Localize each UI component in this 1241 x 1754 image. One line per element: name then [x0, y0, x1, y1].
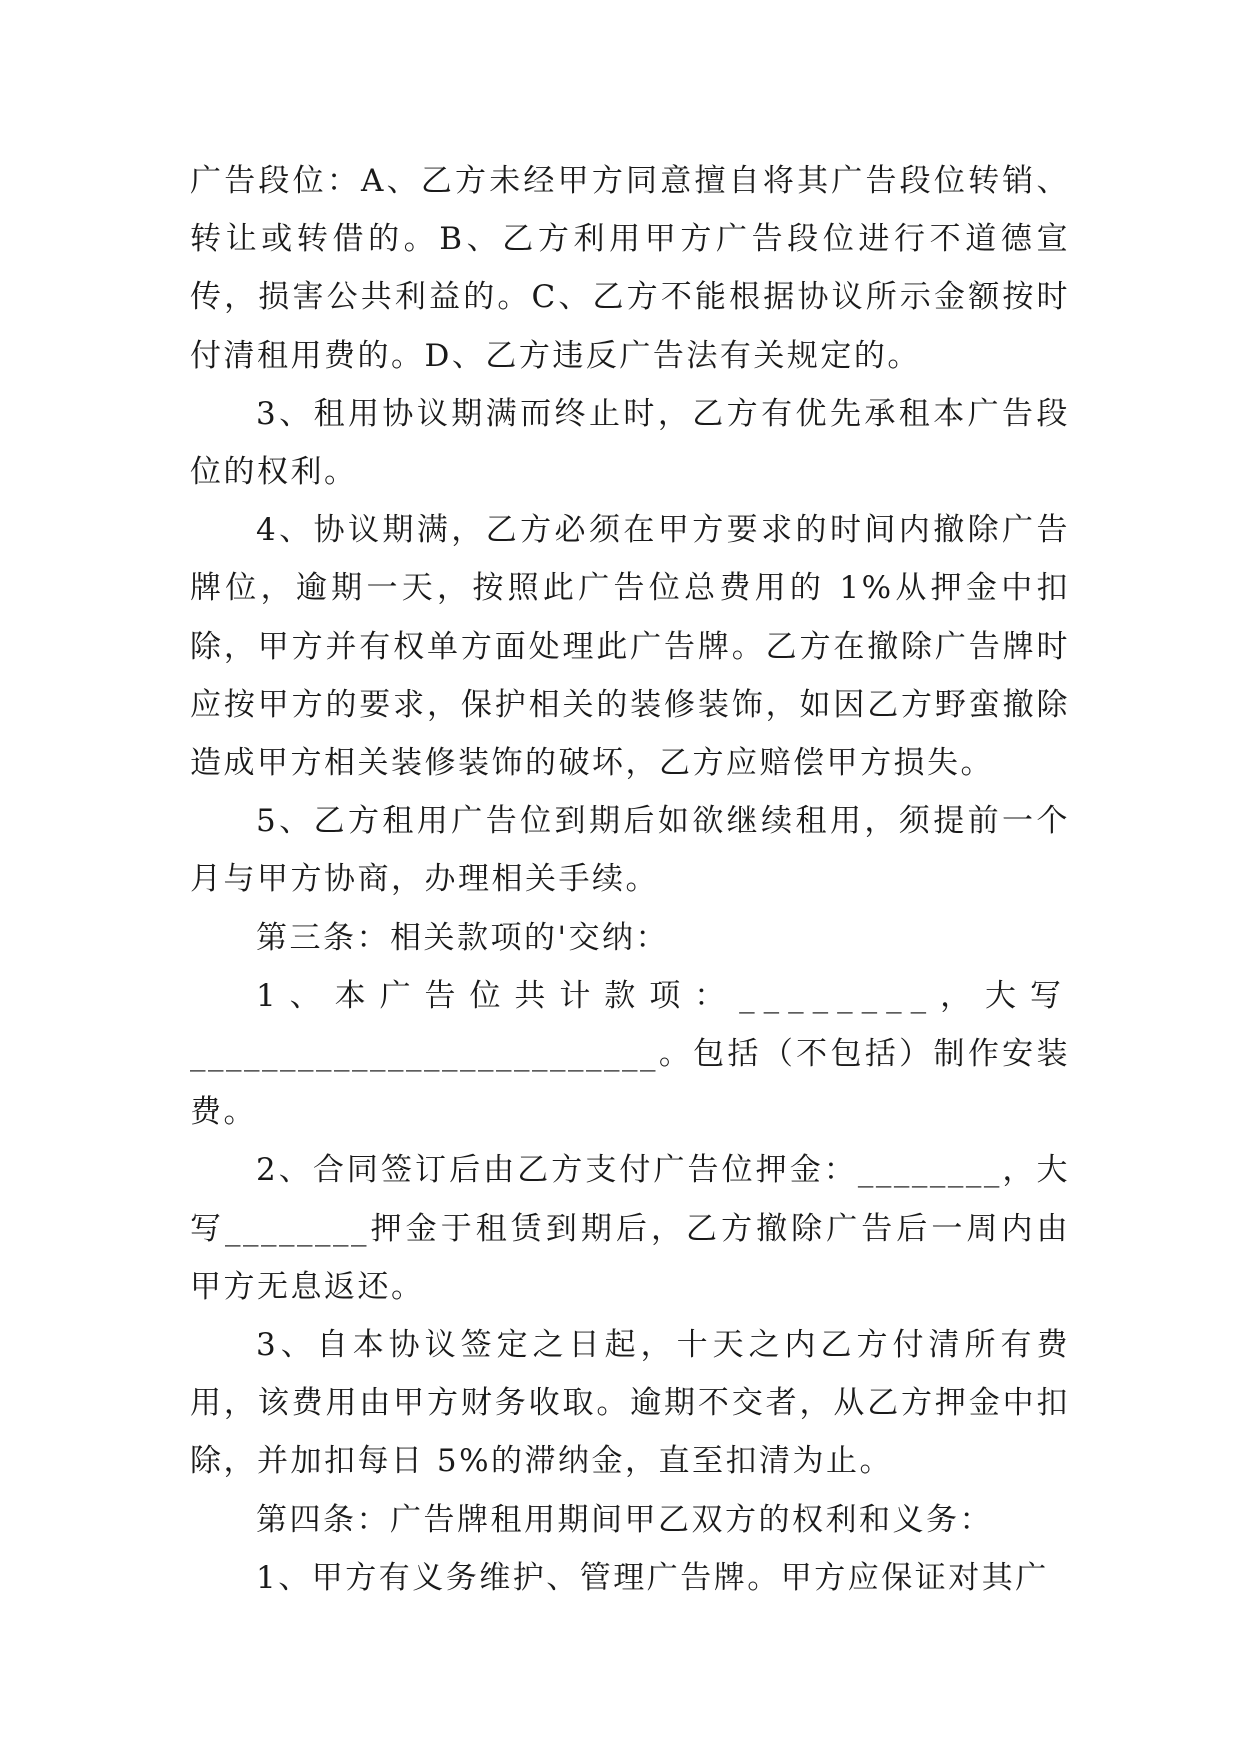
- paragraph-party-a-duties: 1、甲方有义务维护、管理广告牌。甲方应保证对其广: [256, 1559, 1049, 1596]
- paragraph-clause-4-removal: 4、协议期满，乙方必须在甲方要求的时间内撤除广告牌位，逾期一天，按照此广告位总费用的 1%从押金中扣除，甲方并有权单方面处理此广告牌。乙方在撤除广告牌时应按甲方的要求，保护相关的装修装饰，如因乙方野蛮撤除造成甲方相关装修装饰的破坏，乙方应赔偿甲方损失。: [190, 512, 1070, 782]
- paragraph-payment-total: 1、本广告位共计款项：________，大写: [256, 977, 1070, 1014]
- paragraph-payment-total-cont: __________________________。包括（不包括）制作安装费。: [190, 1036, 1070, 1131]
- document-page: [190, 152, 1070, 1607]
- section-heading-article-4: 第四条：广告牌租用期间甲乙双方的权利和义务：: [256, 1501, 993, 1538]
- paragraph-clause-5-renewal: 5、乙方租用广告位到期后如欲继续租用，须提前一个月与甲方协商，办理相关手续。: [190, 803, 1070, 898]
- paragraph-clause-3-priority: 3、租用协议期满而终止时，乙方有优先承租本广告段位的权利。: [190, 395, 1070, 491]
- paragraph-ad-slot-terms: 广告段位：A、乙方未经甲方同意擅自将其广告段位转销、转让或转借的。B、乙方利用甲方广告段位进行不道德宣传，损害公共利益的。C、乙方不能根据协议所示金额按时付清租用费的。D、乙方违反广告法有关规定的。: [190, 163, 1070, 374]
- paragraph-payment-deadline: 3、自本协议签定之日起，十天之内乙方付清所有费用，该费用由甲方财务收取。逾期不交者，从乙方押金中扣除，并加扣每日 5%的滞纳金，直至扣清为止。: [190, 1327, 1070, 1480]
- paragraph-deposit: 2、合同签订后由乙方支付广告位押金：________，大写________押金于租赁到期后，乙方撤除广告后一周内由甲方无息返还。: [190, 1152, 1070, 1305]
- section-heading-article-3: 第三条：相关款项的'交纳：: [256, 919, 670, 956]
